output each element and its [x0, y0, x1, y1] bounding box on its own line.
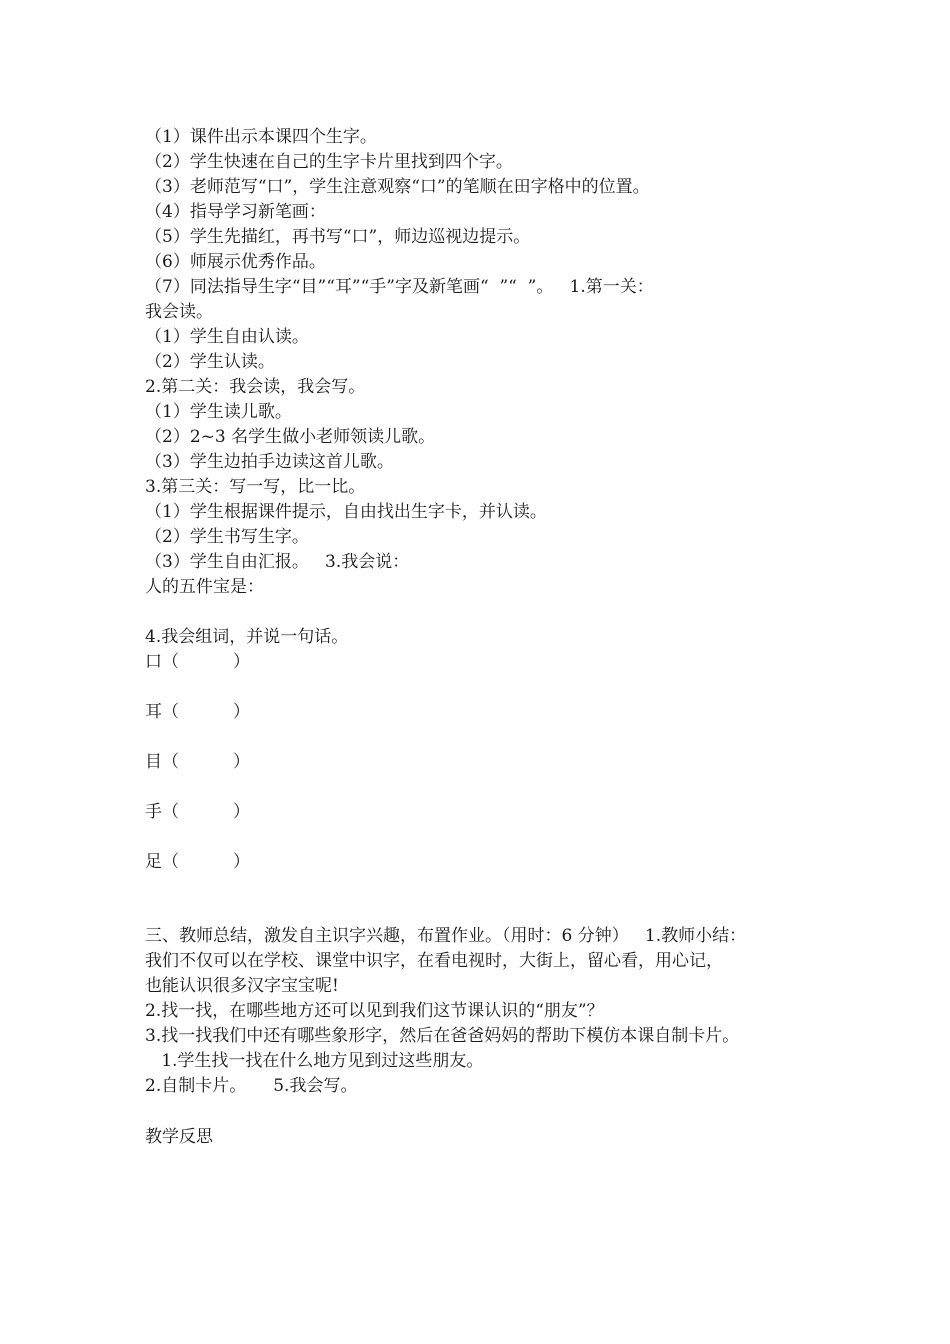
text-line: 4.我会组词，并说一句话。 [145, 627, 349, 647]
word-blank-line: 目（ ） [145, 752, 251, 772]
text-line: （2）学生认读。 [145, 352, 275, 372]
text-line: 3.找一找我们中还有哪些象形字，然后在爸爸妈妈的帮助下模仿本课自制卡片。 [145, 1026, 740, 1046]
word-blank-line: 足（ ） [145, 852, 251, 872]
text-line: （1）学生自由认读。 [145, 327, 309, 347]
text-line: （1）学生根据课件提示，自由找出生字卡，并认读。 [145, 502, 547, 522]
text-line: 2.自制卡片。 5.我会写。 [145, 1076, 358, 1096]
text-line: 3.第三关：写一写，比一比。 [145, 477, 366, 497]
text-line: （1）课件出示本课四个生字。 [145, 127, 377, 147]
text-line: （2）学生快速在自己的生字卡片里找到四个字。 [145, 152, 513, 172]
reflection-heading: 教学反思 [145, 1127, 213, 1147]
text-line: 也能认识很多汉字宝宝呢! [145, 976, 339, 996]
section-heading: 三、教师总结，激发自主识字兴趣，布置作业。（用时：6 分钟） 1.教师小结： [145, 926, 747, 946]
word-blank-line: 口（ ） [145, 652, 251, 672]
text-line: （2）学生书写生字。 [145, 527, 309, 547]
text-line: 人的五件宝是： [145, 577, 264, 597]
word-blank-line: 耳（ ） [145, 702, 251, 722]
text-line: （3）学生自由汇报。 3.我会说： [145, 552, 410, 572]
text-line: （3）学生边拍手边读这首儿歌。 [145, 452, 394, 472]
text-line: （5）学生先描红，再书写“口”，师边巡视边提示。 [145, 227, 531, 247]
text-line: （2）2~3 名学生做小老师领读儿歌。 [145, 427, 436, 447]
text-line: 2.找一找，在哪些地方还可以见到我们这节课认识的“朋友”？ [145, 1001, 604, 1021]
text-line: 2.第二关：我会读，我会写。 [145, 377, 366, 397]
text-line: 我们不仅可以在学校、课堂中识字，在看电视时，大街上，留心看，用心记， [145, 951, 723, 971]
text-line: （3）老师范写“口”，学生注意观察“口”的笔顺在田字格中的位置。 [145, 177, 650, 197]
word-blank-line: 手（ ） [145, 802, 251, 822]
text-line: 1.学生找一找在什么地方见到过这些朋友。 [145, 1051, 484, 1071]
text-line: （4）指导学习新笔画： [145, 202, 326, 222]
text-line: （6）师展示优秀作品。 [145, 252, 326, 272]
text-line: （7）同法指导生字“目”“耳”“手”字及新笔画“ ”“ ”。 1.第一关： [145, 277, 654, 297]
text-line: 我会读。 [145, 302, 213, 322]
text-line: （1）学生读儿歌。 [145, 402, 292, 422]
